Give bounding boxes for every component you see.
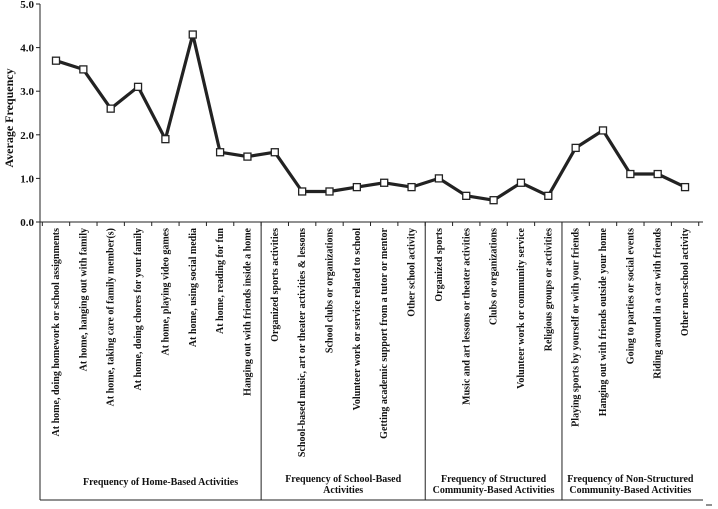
category-label: Organized sports [433,228,445,302]
category-label: Hanging out with friends outside your home [598,228,609,417]
data-point [244,153,251,160]
data-point [162,136,169,143]
category-label: Playing sports by yourself or with your friends [570,228,582,427]
group-label: Frequency of Structured [441,474,547,485]
category-label: Going to parties or social events [625,228,637,365]
y-axis-label: Average Frequency [2,68,16,168]
data-point [490,197,497,204]
category-label: Hanging out with friends inside a home [242,228,254,396]
data-point [189,31,196,38]
group-label: Frequency of School-Based [285,474,402,485]
data-point [107,105,114,112]
y-tick-label: 0.0 [20,217,34,229]
data-point [299,188,306,195]
data-point [53,57,60,64]
category-label: Other non-school activity [680,228,692,337]
data-point [463,192,470,199]
category-label: Music and art lessons or theater activities [461,228,473,405]
y-tick-label: 1.0 [20,173,34,186]
group-label: Activities [323,485,364,496]
group-label: Frequency of Non-Structured [567,474,694,485]
data-point [408,184,415,191]
category-label: At home, doing homework or school assignments [51,228,62,437]
category-label: School clubs or organizations [324,228,336,354]
data-point [271,149,278,156]
data-point [435,175,442,182]
data-point [217,149,224,156]
category-label: Riding around in a car with friends [652,228,664,379]
data-point [600,127,607,134]
y-tick-label: 2.0 [20,129,34,142]
category-label: At home, using social media [187,228,199,348]
data-point [572,144,579,151]
category-label: At home, hanging out with family [78,228,90,372]
category-label: Organized sports activities [269,228,281,342]
category-label: Getting academic support from a tutor or mentor [379,228,391,439]
category-label: Religious groups or activities [543,228,555,352]
category-label: At home, reading for fun [215,228,227,335]
category-label: School-based music, art or theater activities & lessons [297,228,309,458]
category-label: Volunteer work or community service [515,228,527,389]
data-point [545,192,552,199]
data-point [353,184,360,191]
y-tick-label: 5.0 [20,0,34,11]
group-label: Frequency of Home-Based Activities [83,477,239,488]
data-point [627,171,634,178]
data-point [135,83,142,90]
data-point [80,66,87,73]
category-label: Other school activity [406,228,418,317]
y-tick-label: 3.0 [20,86,34,99]
data-point [654,171,661,178]
category-label: At home, taking care of family member(s) [105,228,117,407]
group-label: Community-Based Activities [569,485,692,496]
group-label: Community-Based Activities [432,485,555,496]
category-label: Volunteer work or service related to school [351,228,363,411]
category-label: At home, doing chores for your family [133,228,145,391]
y-tick-label: 4.0 [20,42,34,55]
series-line [56,35,685,201]
data-point [326,188,333,195]
category-label: Clubs or organizations [488,228,500,326]
data-point [381,179,388,186]
category-label: At home, playing video games [160,228,172,356]
data-point [682,184,689,191]
data-point [517,179,524,186]
